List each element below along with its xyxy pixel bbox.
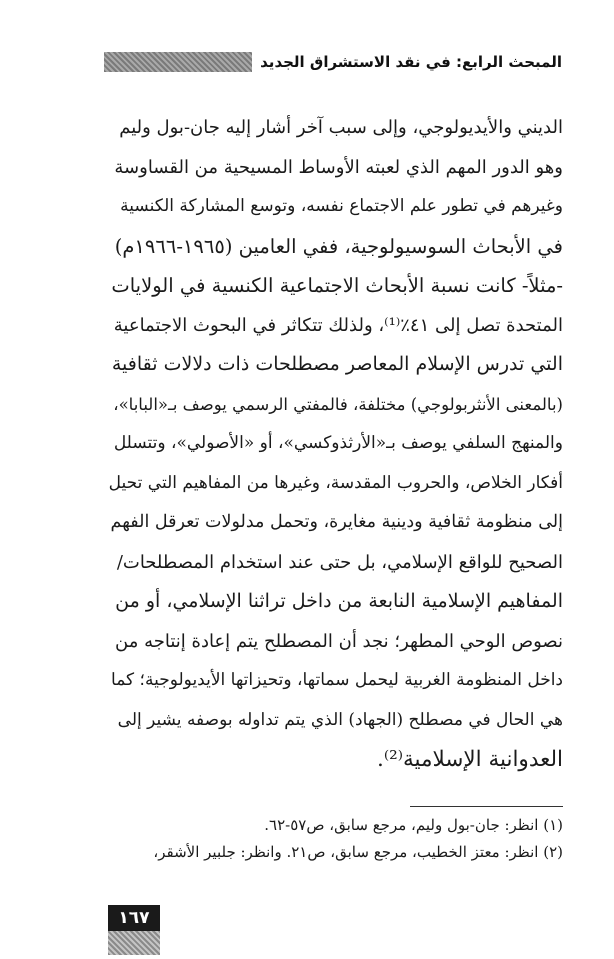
- text-line: المتحدة تصل إلى ٤١٪⁽¹⁾، ولذلك تتكاثر في البحوث الاجتماعية: [113, 314, 563, 336]
- footnote: (١) انظر: جان-بول وليم، مرجع سابق، ص٥٧-٦٢.: [264, 816, 563, 834]
- text-line: الديني والأيديولوجي، وإلى سبب آخر أشار إليه جان-بول وليم: [119, 117, 563, 138]
- text-line: نصوص الوحي المطهر؛ نجد أن المصطلح يتم إعادة إنتاجه من: [115, 630, 563, 652]
- footnote-separator: [410, 806, 563, 807]
- text-line: في الأبحاث السوسيولوجية، ففي العامين (١٩٦٥-١٩٦٦م): [114, 234, 563, 258]
- page-number-decorative-pattern: [108, 931, 160, 955]
- text-line: (بالمعنى الأنثربولوجي) مختلفة، فالمفتي الرسمي يوصف بـ«البابا»،: [113, 394, 563, 414]
- text-line: الصحيح للواقع الإسلامي، بل حتى عند استخدام المصطلحات/: [116, 551, 563, 573]
- running-header: [104, 50, 562, 74]
- text-line: داخل المنظومة الغربية ليحمل سماتها، وتحيزاتها الأيديولوجية؛ كما: [111, 670, 563, 690]
- main-text: [108, 108, 563, 780]
- text-line: إلى منظومة ثقافية ودينية مغايرة، وتحمل مدلولات تعرقل الفهم: [110, 512, 563, 532]
- text-line: -مثلاً- كانت نسبة الأبحاث الاجتماعية الكنسية في الولايات: [111, 274, 563, 297]
- text-line: والمنهج السلفي يوصف بـ«الأرثذوكسي»، أو «الأصولي»، وتتسلل: [113, 433, 563, 453]
- chapter-title: المبحث الرابع: في نقد الاستشراق الجديد: [260, 53, 562, 71]
- text-line: العدوانية الإسلامية⁽²⁾.: [376, 747, 563, 772]
- text-line: وغيرهم في تطور علم الاجتماع نفسه، وتوسع المشاركة الكنسية: [120, 196, 563, 216]
- header-decorative-bar: [104, 52, 252, 72]
- footnotes: [108, 812, 563, 866]
- page-number: ١٦٧: [108, 905, 160, 931]
- text-line: التي تدرس الإسلام المعاصر مصطلحات ذات دلالات ثقافية: [111, 353, 563, 375]
- text-line: أفكار الخلاص، والحروب المقدسة، وغيرها من المفاهيم التي تحيل: [108, 472, 563, 493]
- text-line: وهو الدور المهم الذي لعبته الأوساط المسيحية من القساوسة: [114, 156, 563, 178]
- text-line: هي الحال في مصطلح (الجهاد) الذي يتم تداوله بوصفه يشير إلى: [117, 709, 563, 730]
- footnote: (٢) انظر: معتز الخطيب، مرجع سابق، ص٢١. وانظر: جلبير الأشقر،: [153, 843, 563, 861]
- text-line: المفاهيم الإسلامية النابعة من داخل تراثنا الإسلامي، أو من: [115, 590, 563, 612]
